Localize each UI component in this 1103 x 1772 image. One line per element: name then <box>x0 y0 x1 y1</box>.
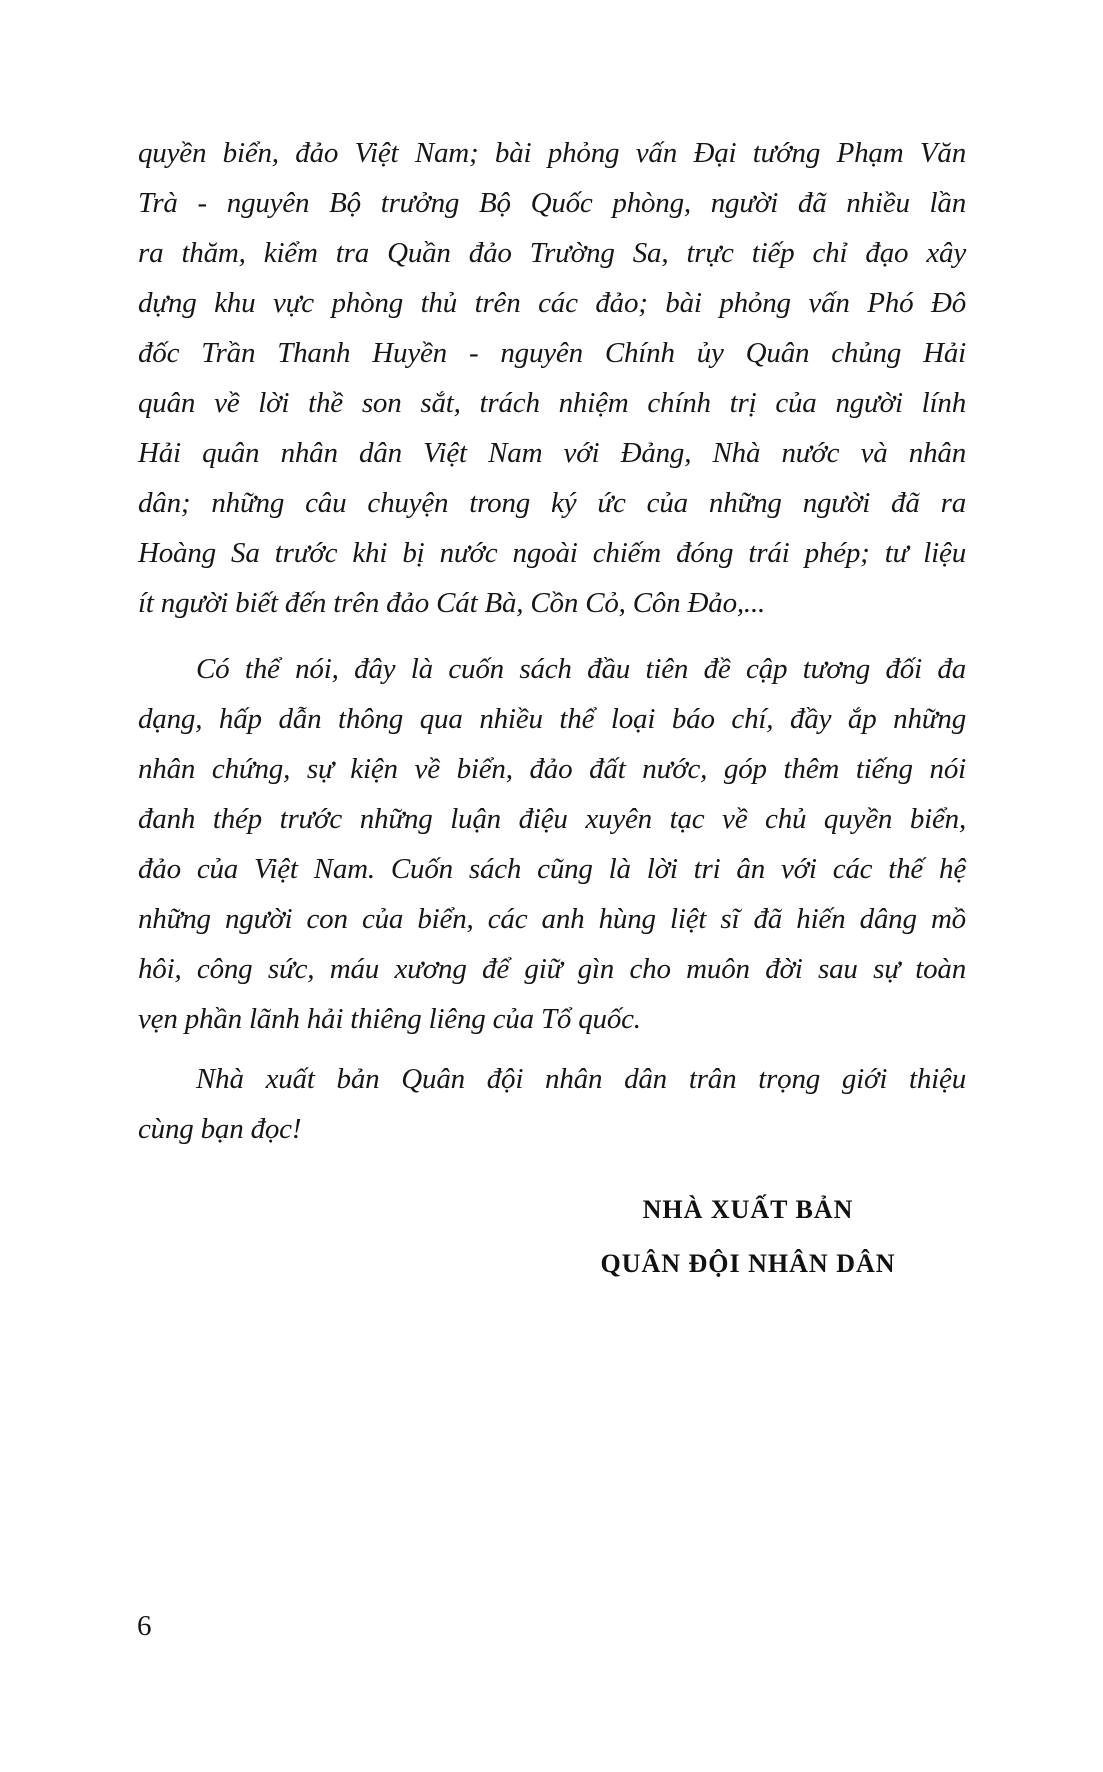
text-line: Có thể nói, đây là cuốn sách đầu tiên đề cập tương đối đa <box>196 653 966 685</box>
text-line: hôi, công sức, máu xương để giữ gìn cho muôn đời sau sự toàn <box>138 953 966 985</box>
text-line: dân; những câu chuyện trong ký ức của những người đã ra <box>138 487 966 519</box>
text-line: ra thăm, kiểm tra Quần đảo Trường Sa, trực tiếp chỉ đạo xây <box>138 237 966 269</box>
text-line: Trà - nguyên Bộ trưởng Bộ Quốc phòng, người đã nhiều lần <box>138 187 966 219</box>
text-line: những người con của biển, các anh hùng liệt sĩ đã hiến dâng mồ <box>138 903 966 935</box>
text-line: quân về lời thề son sắt, trách nhiệm chính trị của người lính <box>138 387 966 419</box>
body-text <box>138 128 966 1154</box>
text-line: quyền biển, đảo Việt Nam; bài phỏng vấn Đại tướng Phạm Văn <box>138 137 966 169</box>
text-line: Hải quân nhân dân Việt Nam với Đảng, Nhà nước và nhân <box>138 437 966 469</box>
text-line: dựng khu vực phòng thủ trên các đảo; bài phỏng vấn Phó Đô <box>138 287 966 319</box>
text-line: Hoàng Sa trước khi bị nước ngoài chiếm đóng trái phép; tư liệu <box>138 537 966 569</box>
publisher-name-line-1: NHÀ XUẤT BẢN <box>642 1195 854 1224</box>
text-line: đảo của Việt Nam. Cuốn sách cũng là lời tri ân với các thế hệ <box>138 853 966 885</box>
paragraph-1 <box>138 128 966 628</box>
text-line: ít người biết đến trên đảo Cát Bà, Cồn Cỏ, Côn Đảo,... <box>138 587 766 619</box>
text-line: đốc Trần Thanh Huyền - nguyên Chính ủy Quân chủng Hải <box>138 337 966 369</box>
text-line: Nhà xuất bản Quân đội nhân dân trân trọng giới thiệu <box>196 1063 966 1095</box>
text-line: dạng, hấp dẫn thông qua nhiều thể loại báo chí, đầy ắp những <box>138 703 966 735</box>
paragraph-2 <box>138 644 966 1044</box>
text-line: cùng bạn đọc! <box>138 1113 302 1145</box>
text-line: vẹn phần lãnh hải thiêng liêng của Tổ quốc. <box>138 1003 641 1035</box>
text-line: nhân chứng, sự kiện về biển, đảo đất nước, góp thêm tiếng nói <box>138 753 966 785</box>
publisher-signature <box>533 1183 963 1291</box>
paragraph-3 <box>138 1054 966 1154</box>
publisher-name-line-2: QUÂN ĐỘI NHÂN DÂN <box>600 1249 896 1278</box>
text-line: đanh thép trước những luận điệu xuyên tạc về chủ quyền biển, <box>138 803 966 835</box>
page-number: 6 <box>137 1610 152 1642</box>
